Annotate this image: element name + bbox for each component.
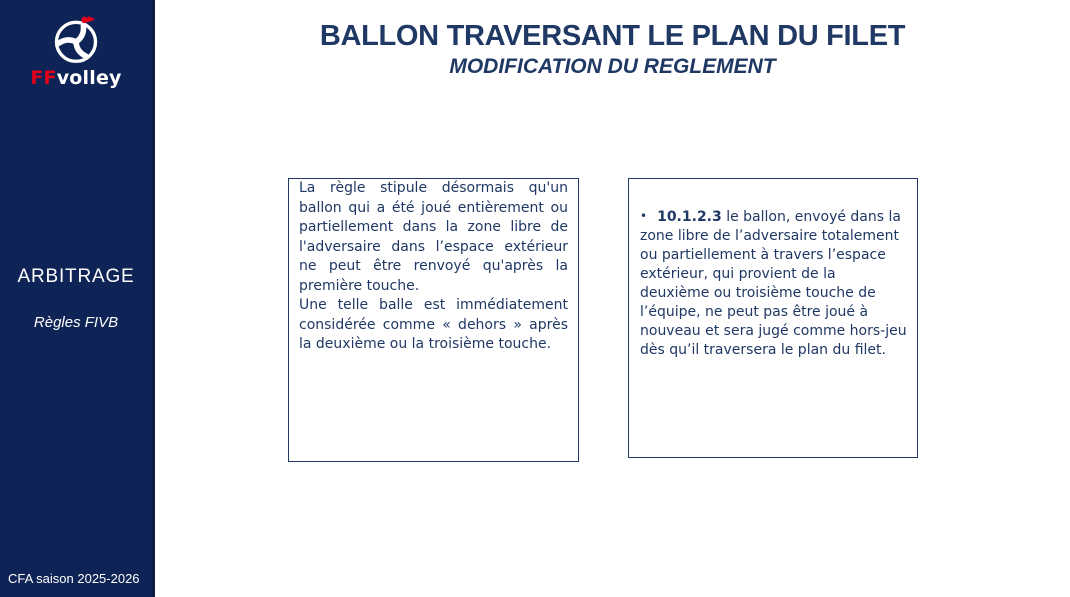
logo-wordmark <box>0 67 152 89</box>
slide-title: BALLON TRAVERSANT LE PLAN DU FILET <box>319 20 906 52</box>
official-rule-text <box>629 179 917 360</box>
rule-body-text: le ballon, envoyé dans la zone libre de l’adversaire totalement ou partiellement à travers l’espace extérieur, qui provient de la deuxième ou troisième touche de l’équipe, ne peut pas être joué à nouveau et sera jugé comme hors-jeu dès qu’il traversera le plan du filet. <box>640 209 907 358</box>
rule-summary-box <box>288 178 579 462</box>
bullet-point: • <box>640 209 648 223</box>
sidebar-section-arbitrage: ARBITRAGE <box>17 266 135 287</box>
slide-content <box>155 0 1070 597</box>
volleyball-rooster-icon <box>48 14 104 66</box>
official-rule-box <box>628 178 918 458</box>
ffvolley-logo <box>0 14 152 89</box>
rule-summary-paragraph-1: La règle stipule désormais qu'un ballon qui a été joué entièrement ou partiellement dans la zone libre de l'adversaire dans l’espace extérieur ne peut être renvoyé qu'après la première touche. <box>299 180 568 294</box>
logo-volley-text: volley <box>56 67 122 89</box>
sidebar-footer-season: CFA saison 2025-2026 <box>8 571 140 586</box>
sidebar <box>0 0 155 597</box>
rule-summary-paragraph-2: Une telle balle est immédiatement considérée comme « dehors » après la deuxième ou la troisième touche. <box>299 297 568 352</box>
slide-subtitle: MODIFICATION DU REGLEMENT <box>449 55 776 78</box>
logo-ff-text: FF <box>30 67 57 89</box>
rule-number: 10.1.2.3 <box>657 209 722 225</box>
sidebar-subsection-regles-fivb: Règles FIVB <box>33 314 119 331</box>
